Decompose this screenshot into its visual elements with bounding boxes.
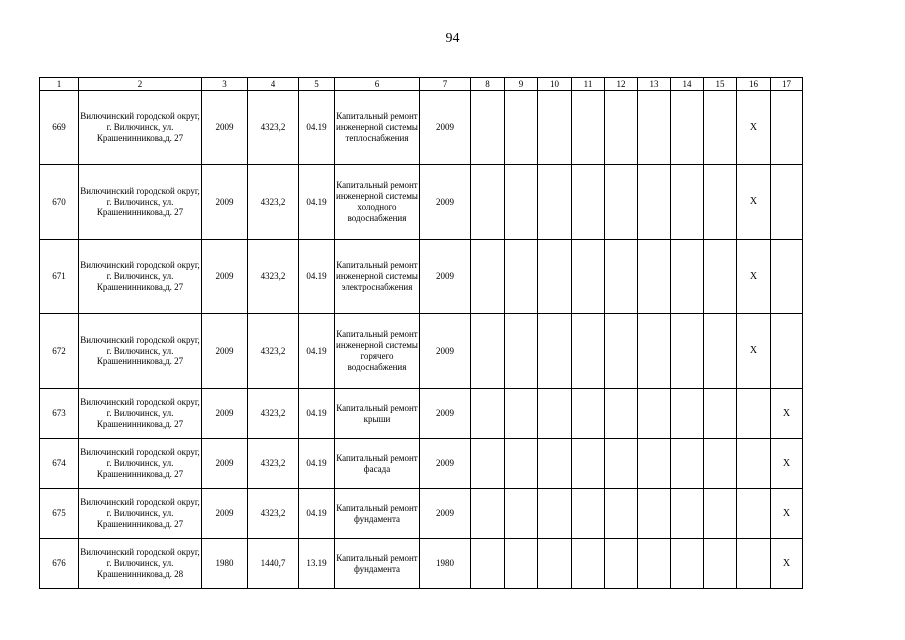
empty-cell [704, 489, 737, 539]
code-cell: 04.19 [299, 314, 335, 389]
column-header: 10 [538, 78, 572, 91]
empty-cell [505, 91, 538, 165]
area-cell: 4323,2 [248, 240, 299, 314]
year-cell: 2009 [202, 91, 248, 165]
row-number: 672 [40, 314, 79, 389]
address-cell: Вилючинский городской округ, г. Вилючинск, ул. Крашенинникова,д. 27 [79, 240, 202, 314]
empty-cell [704, 314, 737, 389]
row-number: 673 [40, 389, 79, 439]
table-row [40, 91, 803, 165]
empty-cell [605, 91, 638, 165]
empty-cell [471, 165, 505, 240]
column-header: 8 [471, 78, 505, 91]
empty-cell [505, 489, 538, 539]
year2-cell: 2009 [420, 389, 471, 439]
empty-cell [538, 91, 572, 165]
empty-cell [471, 389, 505, 439]
empty-cell [671, 91, 704, 165]
column-header: 16 [737, 78, 771, 91]
code-cell: 04.19 [299, 165, 335, 240]
work-type-cell: Капитальный ремонт крыши [335, 389, 420, 439]
mark-cell-16 [737, 539, 771, 589]
year-cell: 2009 [202, 165, 248, 240]
empty-cell [704, 389, 737, 439]
table-row [40, 389, 803, 439]
empty-cell [538, 489, 572, 539]
column-header: 4 [248, 78, 299, 91]
code-cell: 04.19 [299, 91, 335, 165]
empty-cell [704, 539, 737, 589]
mark-cell-16: Х [737, 240, 771, 314]
row-number: 670 [40, 165, 79, 240]
empty-cell [572, 539, 605, 589]
column-header: 9 [505, 78, 538, 91]
empty-cell [505, 165, 538, 240]
empty-cell [505, 240, 538, 314]
work-type-cell: Капитальный ремонт фундамента [335, 489, 420, 539]
column-header: 14 [671, 78, 704, 91]
empty-cell [538, 389, 572, 439]
address-cell: Вилючинский городской округ, г. Вилючинск, ул. Крашенинникова,д. 27 [79, 439, 202, 489]
mark-cell-17 [771, 165, 803, 240]
row-number: 675 [40, 489, 79, 539]
empty-cell [638, 314, 671, 389]
empty-cell [505, 314, 538, 389]
empty-cell [638, 539, 671, 589]
row-number: 674 [40, 439, 79, 489]
empty-cell [538, 539, 572, 589]
code-cell: 04.19 [299, 439, 335, 489]
mark-cell-17 [771, 314, 803, 389]
empty-cell [704, 240, 737, 314]
mark-cell-17: Х [771, 539, 803, 589]
empty-cell [605, 389, 638, 439]
empty-cell [471, 91, 505, 165]
empty-cell [572, 165, 605, 240]
area-cell: 4323,2 [248, 389, 299, 439]
empty-cell [572, 439, 605, 489]
empty-cell [671, 314, 704, 389]
empty-cell [704, 91, 737, 165]
year-cell: 2009 [202, 489, 248, 539]
mark-cell-16: Х [737, 91, 771, 165]
empty-cell [605, 240, 638, 314]
mark-cell-17 [771, 91, 803, 165]
empty-cell [704, 439, 737, 489]
mark-cell-17: Х [771, 389, 803, 439]
mark-cell-16: Х [737, 165, 771, 240]
work-type-cell: Капитальный ремонт инженерной системы теплоснабжения [335, 91, 420, 165]
column-header: 6 [335, 78, 420, 91]
empty-cell [572, 240, 605, 314]
empty-cell [471, 489, 505, 539]
empty-cell [505, 439, 538, 489]
area-cell: 4323,2 [248, 439, 299, 489]
table-row [40, 314, 803, 389]
year-cell: 1980 [202, 539, 248, 589]
address-cell: Вилючинский городской округ, г. Вилючинск, ул. Крашенинникова,д. 27 [79, 91, 202, 165]
year-cell: 2009 [202, 314, 248, 389]
code-cell: 13.19 [299, 539, 335, 589]
empty-cell [638, 240, 671, 314]
header-row [40, 78, 803, 91]
empty-cell [638, 489, 671, 539]
column-header: 2 [79, 78, 202, 91]
empty-cell [572, 389, 605, 439]
column-header: 1 [40, 78, 79, 91]
year2-cell: 2009 [420, 165, 471, 240]
address-cell: Вилючинский городской округ, г. Вилючинск, ул. Крашенинникова,д. 27 [79, 489, 202, 539]
work-type-cell: Капитальный ремонт фундамента [335, 539, 420, 589]
column-header: 3 [202, 78, 248, 91]
empty-cell [605, 539, 638, 589]
row-number: 676 [40, 539, 79, 589]
year-cell: 2009 [202, 240, 248, 314]
page-number: 94 [445, 31, 460, 46]
year2-cell: 2009 [420, 240, 471, 314]
table-row [40, 489, 803, 539]
repair-registry-table [39, 77, 803, 589]
empty-cell [671, 389, 704, 439]
year-cell: 2009 [202, 439, 248, 489]
empty-cell [704, 165, 737, 240]
table-row [40, 165, 803, 240]
empty-cell [671, 240, 704, 314]
table-row [40, 439, 803, 489]
empty-cell [505, 389, 538, 439]
empty-cell [638, 165, 671, 240]
empty-cell [638, 389, 671, 439]
empty-cell [605, 165, 638, 240]
empty-cell [471, 439, 505, 489]
year2-cell: 1980 [420, 539, 471, 589]
column-header: 7 [420, 78, 471, 91]
year-cell: 2009 [202, 389, 248, 439]
empty-cell [605, 439, 638, 489]
year2-cell: 2009 [420, 489, 471, 539]
empty-cell [538, 165, 572, 240]
row-number: 669 [40, 91, 79, 165]
mark-cell-16 [737, 489, 771, 539]
empty-cell [671, 489, 704, 539]
year2-cell: 2009 [420, 314, 471, 389]
code-cell: 04.19 [299, 240, 335, 314]
empty-cell [572, 314, 605, 389]
mark-cell-16: Х [737, 314, 771, 389]
work-type-cell: Капитальный ремонт инженерной системы холодного водоснабжения [335, 165, 420, 240]
mark-cell-17: Х [771, 489, 803, 539]
empty-cell [538, 240, 572, 314]
empty-cell [638, 91, 671, 165]
column-header: 17 [771, 78, 803, 91]
address-cell: Вилючинский городской округ, г. Вилючинск, ул. Крашенинникова,д. 27 [79, 314, 202, 389]
column-header: 13 [638, 78, 671, 91]
empty-cell [671, 439, 704, 489]
empty-cell [671, 539, 704, 589]
column-header: 11 [572, 78, 605, 91]
work-type-cell: Капитальный ремонт инженерной системы горячего водоснабжения [335, 314, 420, 389]
code-cell: 04.19 [299, 489, 335, 539]
work-type-cell: Капитальный ремонт фасада [335, 439, 420, 489]
table-row [40, 240, 803, 314]
empty-cell [671, 165, 704, 240]
table-row [40, 539, 803, 589]
empty-cell [505, 539, 538, 589]
address-cell: Вилючинский городской округ, г. Вилючинск, ул. Крашенинникова,д. 27 [79, 389, 202, 439]
empty-cell [605, 489, 638, 539]
area-cell: 1440,7 [248, 539, 299, 589]
work-type-cell: Капитальный ремонт инженерной системы электроснабжения [335, 240, 420, 314]
empty-cell [471, 539, 505, 589]
address-cell: Вилючинский городской округ, г. Вилючинск, ул. Крашенинникова,д. 27 [79, 165, 202, 240]
mark-cell-17 [771, 240, 803, 314]
code-cell: 04.19 [299, 389, 335, 439]
area-cell: 4323,2 [248, 489, 299, 539]
area-cell: 4323,2 [248, 165, 299, 240]
row-number: 671 [40, 240, 79, 314]
empty-cell [538, 439, 572, 489]
empty-cell [638, 439, 671, 489]
empty-cell [471, 314, 505, 389]
address-cell: Вилючинский городской округ, г. Вилючинск, ул. Крашенинникова,д. 28 [79, 539, 202, 589]
empty-cell [538, 314, 572, 389]
empty-cell [471, 240, 505, 314]
year2-cell: 2009 [420, 439, 471, 489]
year2-cell: 2009 [420, 91, 471, 165]
mark-cell-16 [737, 389, 771, 439]
area-cell: 4323,2 [248, 91, 299, 165]
mark-cell-16 [737, 439, 771, 489]
column-header: 5 [299, 78, 335, 91]
column-header: 15 [704, 78, 737, 91]
mark-cell-17: Х [771, 439, 803, 489]
column-header: 12 [605, 78, 638, 91]
empty-cell [572, 91, 605, 165]
empty-cell [572, 489, 605, 539]
empty-cell [605, 314, 638, 389]
area-cell: 4323,2 [248, 314, 299, 389]
